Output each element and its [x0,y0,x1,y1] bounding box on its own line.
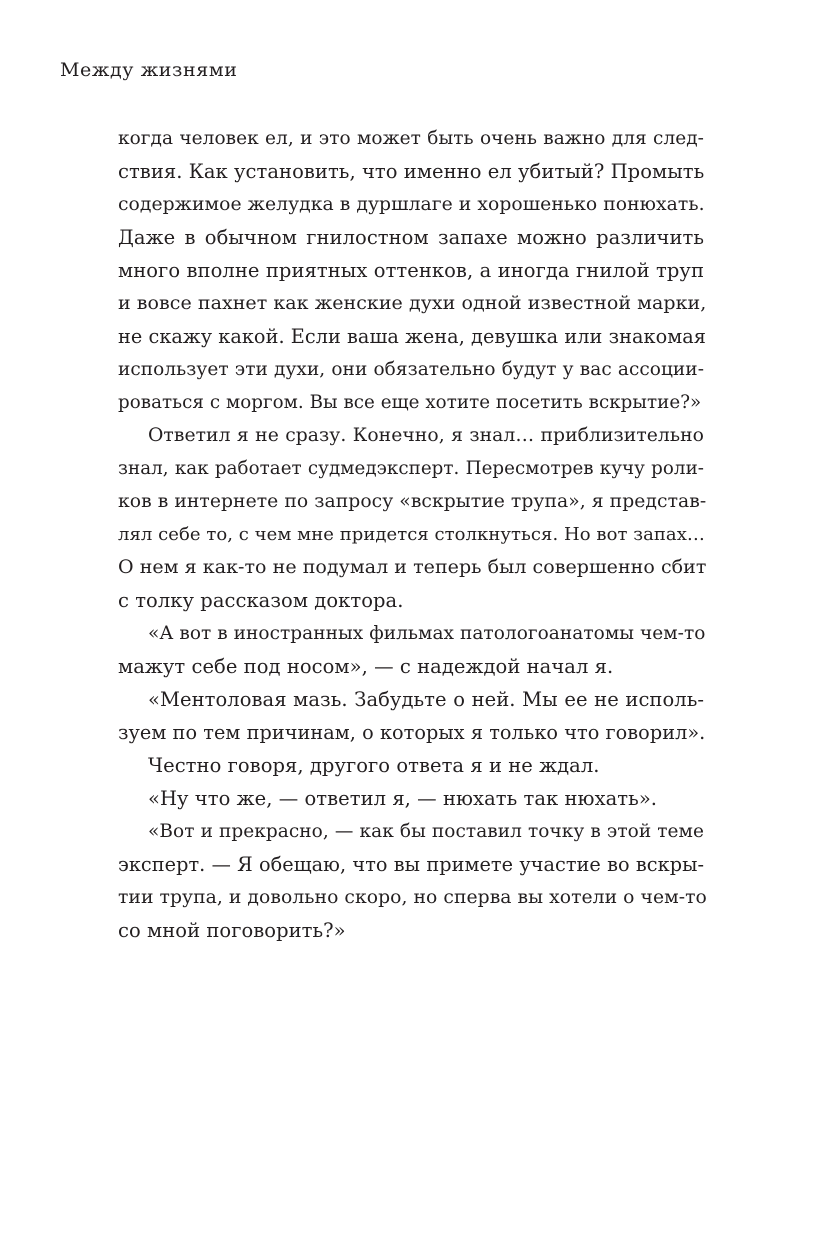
text-line: эксперт. — Я обещаю, что вы примете участие во вскры- [118,853,704,876]
text-line: много вполне приятных оттенков, а иногда гнилой труп [118,259,704,282]
text-line: содержимое желудка в дуршлаге и хорошенько понюхать. [118,194,705,215]
text-line: не скажу какой. Если ваша жена, девушка или знакомая [118,325,707,348]
text-line: использует эти духи, они обязательно будут у вас ассоции- [118,359,704,380]
text-line: Ответил я не сразу. Конечно, я знал… приблизительно [148,425,704,446]
text-line: со мной поговорить?» [118,919,346,942]
text-line: «Ну что же, — ответил я, — нюхать так нюхать». [148,787,658,810]
body-text [118,122,707,947]
text-line: знал, как работает судмедэксперт. Пересмотрев кучу роли- [118,458,704,479]
running-head: Между жизнями [60,59,238,81]
text-line: ков в интернете по запросу «вскрытие трупа», я представ- [118,491,707,512]
text-line: с толку рассказом доктора. [118,589,404,612]
text-line: «Ментоловая мазь. Забудьте о ней. Мы ее не исполь- [148,688,704,711]
text-line: лял себе то, с чем мне придется столкнуться. Но вот запах… [118,524,705,545]
text-line: «А вот в иностранных фильмах патологоанатомы чем-то [148,623,706,644]
text-line: когда человек ел, и это может быть очень важно для след- [118,128,704,149]
text-line: Даже в обычном гнилостном запахе можно различить [118,226,704,249]
text-line: ствия. Как установить, что именно ел убитый? Промыть [118,160,705,183]
text-line: О нем я как-то не подумал и теперь был совершенно сбит [118,556,707,578]
text-line: и вовсе пахнет как женские духи одной известной марки, [118,292,707,314]
text-line: мажут себе под носом», — с надеждой начал я. [118,655,614,678]
text-line: «Вот и прекрасно, — как бы поставил точку в этой теме [148,821,704,842]
text-line: зуем по тем причинам, о которых я только что говорил». [118,721,706,744]
text-line: тии трупа, и довольно скоро, но сперва вы хотели о чем-то [118,887,707,908]
text-line: Честно говоря, другого ответа я и не ждал. [148,754,600,777]
text-line: роваться с моргом. Вы все еще хотите посетить вскрытие?» [118,392,702,413]
